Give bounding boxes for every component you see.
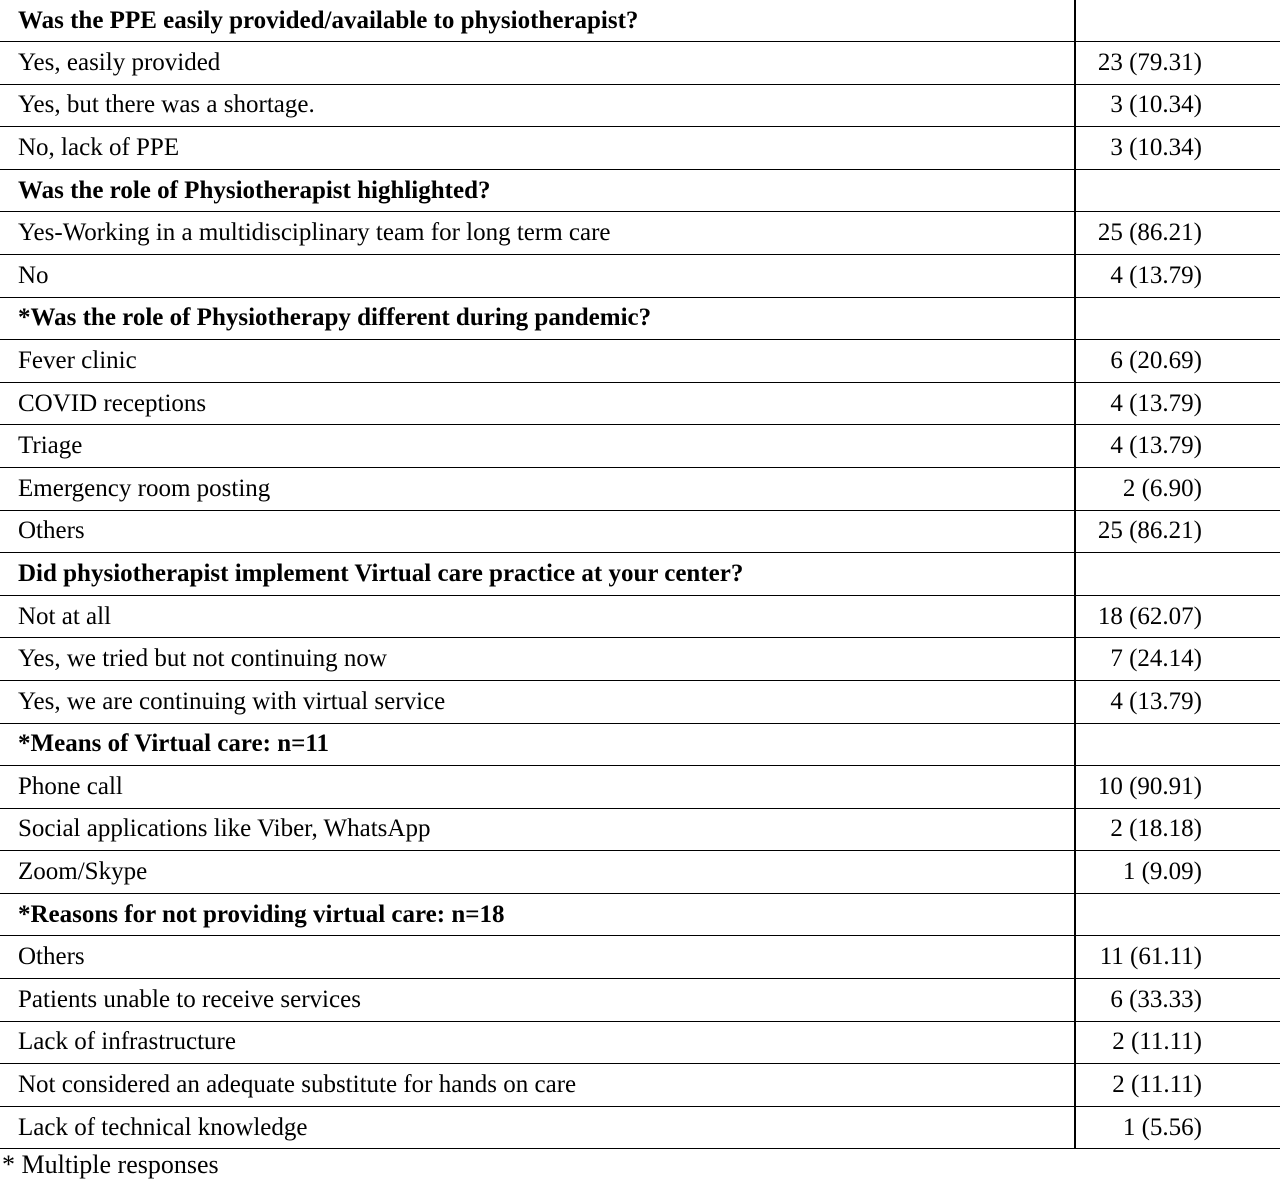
table-row xyxy=(0,638,1280,681)
table-row xyxy=(0,127,1280,170)
table-section-header xyxy=(0,0,1280,42)
response-count: 10 (90.91) xyxy=(1097,772,1202,800)
table-row xyxy=(0,809,1280,852)
response-count: 2 (11.11) xyxy=(1112,1071,1202,1099)
table-row xyxy=(0,851,1280,894)
table-row xyxy=(0,340,1280,383)
table-row xyxy=(0,255,1280,298)
question-label: *Reasons for not providing virtual care: n=18 xyxy=(18,900,505,928)
response-label: Yes, easily provided xyxy=(18,48,221,76)
response-count xyxy=(1076,298,1280,340)
response-count: 3 (10.34) xyxy=(1110,133,1202,161)
response-count: 2 (11.11) xyxy=(1112,1028,1202,1056)
table-row xyxy=(0,936,1280,979)
response-label: Lack of technical knowledge xyxy=(18,1113,308,1141)
response-label: Yes, we are continuing with virtual service xyxy=(18,687,446,715)
response-count: 2 (6.90) xyxy=(1122,474,1202,502)
table-row xyxy=(0,979,1280,1022)
response-label: Triage xyxy=(18,432,83,460)
table-row xyxy=(0,1022,1280,1065)
response-label: Not considered an adequate substitute for hands on care xyxy=(18,1071,577,1099)
table-footnote: * Multiple responses xyxy=(2,1150,219,1179)
response-count: 23 (79.31) xyxy=(1097,48,1202,76)
question-label: *Means of Virtual care: n=11 xyxy=(18,730,329,758)
response-label: Phone call xyxy=(18,772,123,800)
response-count: 25 (86.21) xyxy=(1097,219,1202,247)
table-row xyxy=(0,85,1280,128)
response-label: Yes, but there was a shortage. xyxy=(18,91,315,119)
response-label: Patients unable to receive services xyxy=(18,985,361,1013)
response-label: No xyxy=(18,261,49,289)
table-section-header xyxy=(0,298,1280,341)
table-row xyxy=(0,212,1280,255)
table-section-header xyxy=(0,724,1280,767)
response-count: 25 (86.21) xyxy=(1097,517,1202,545)
response-label: Yes-Working in a multidisciplinary team for long term care xyxy=(18,219,611,247)
response-count: 6 (33.33) xyxy=(1110,985,1202,1013)
response-count: 4 (13.79) xyxy=(1110,687,1202,715)
table-row xyxy=(0,468,1280,511)
response-count: 18 (62.07) xyxy=(1097,602,1202,630)
response-label: Zoom/Skype xyxy=(18,858,148,886)
response-count: 7 (24.14) xyxy=(1110,645,1202,673)
response-label: No, lack of PPE xyxy=(18,133,180,161)
table-section-header xyxy=(0,894,1280,937)
question-label: Did physiotherapist implement Virtual care practice at your center? xyxy=(18,559,744,587)
response-count: 11 (61.11) xyxy=(1099,943,1202,971)
response-label: Fever clinic xyxy=(18,346,137,374)
response-label: Others xyxy=(18,943,85,971)
response-label: Lack of infrastructure xyxy=(18,1028,236,1056)
response-count: 2 (18.18) xyxy=(1110,815,1202,843)
table-row xyxy=(0,383,1280,426)
question-label: Was the PPE easily provided/available to physiotherapist? xyxy=(18,6,639,34)
response-count xyxy=(1076,553,1280,595)
response-count: 1 (5.56) xyxy=(1122,1113,1202,1141)
question-label: *Was the role of Physiotherapy different during pandemic? xyxy=(18,304,652,332)
response-count: 4 (13.79) xyxy=(1110,261,1202,289)
question-label: Was the role of Physiotherapist highlighted? xyxy=(18,176,491,204)
response-count: 3 (10.34) xyxy=(1110,91,1202,119)
response-count: 1 (9.09) xyxy=(1122,858,1202,886)
table-row xyxy=(0,596,1280,639)
table-row xyxy=(0,681,1280,724)
response-label: Emergency room posting xyxy=(18,474,271,502)
response-count: 4 (13.79) xyxy=(1110,432,1202,460)
response-label: Others xyxy=(18,517,85,545)
response-count xyxy=(1076,170,1280,212)
table-row xyxy=(0,42,1280,85)
table-row xyxy=(0,425,1280,468)
response-count: 4 (13.79) xyxy=(1110,389,1202,417)
table-section-header xyxy=(0,170,1280,213)
table-row xyxy=(0,1064,1280,1107)
response-count: 6 (20.69) xyxy=(1110,346,1202,374)
table-row xyxy=(0,766,1280,809)
response-label: Social applications like Viber, WhatsApp xyxy=(18,815,431,843)
column-divider xyxy=(1074,0,1076,1148)
table-row xyxy=(0,1107,1280,1150)
response-count xyxy=(1076,894,1280,936)
response-label: Yes, we tried but not continuing now xyxy=(18,645,387,673)
response-count xyxy=(1076,724,1280,766)
response-label: COVID receptions xyxy=(18,389,207,417)
response-count xyxy=(1076,0,1280,41)
response-label: Not at all xyxy=(18,602,112,630)
table-section-header xyxy=(0,553,1280,596)
table-row xyxy=(0,511,1280,554)
